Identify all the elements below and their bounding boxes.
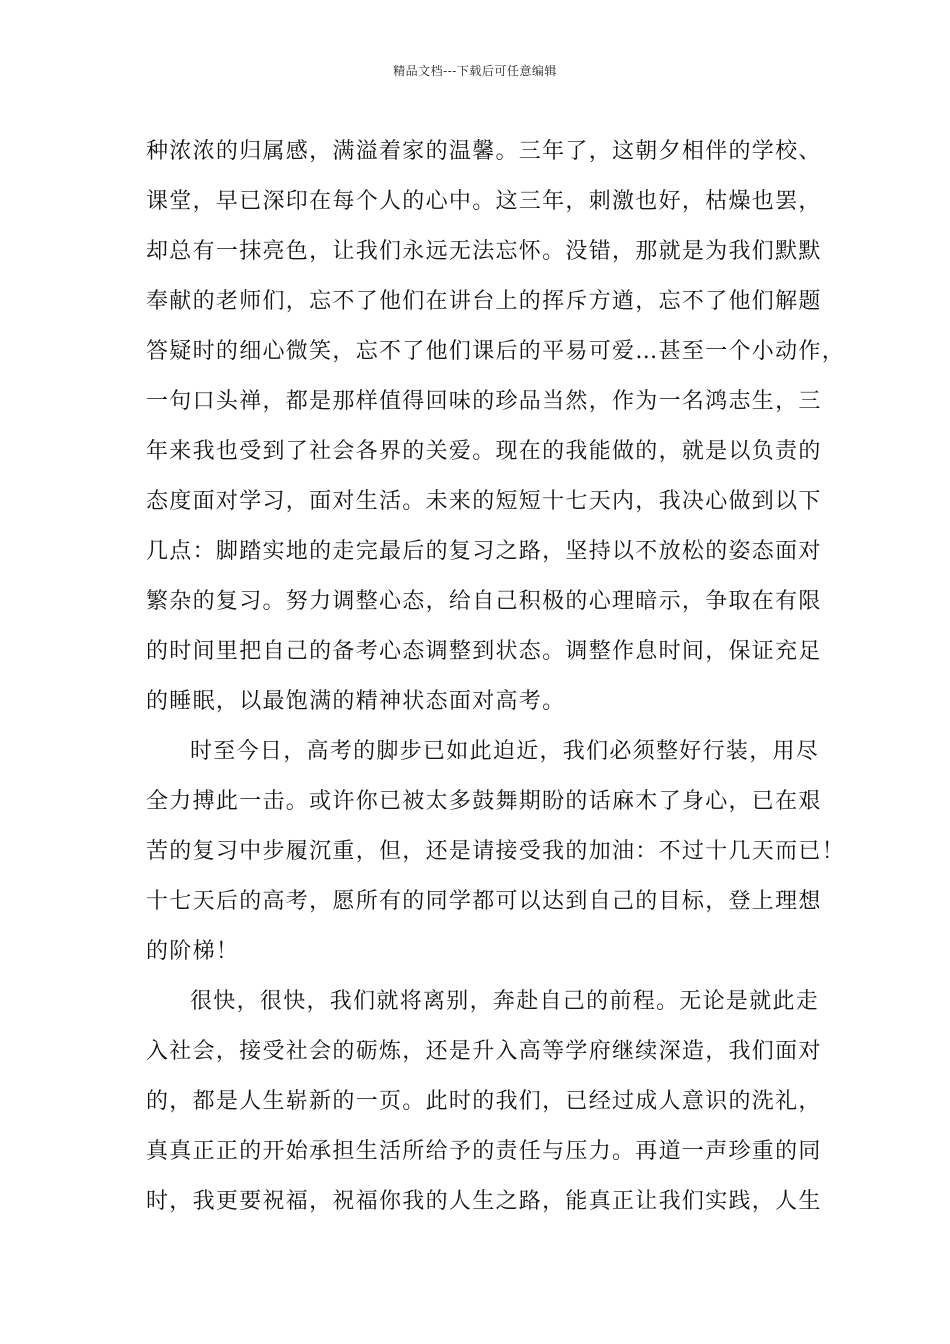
- paragraph-3: [146, 980, 826, 1230]
- text-line: 很快，很快，我们就将离别，奔赴自己的前程。无论是就此走: [190, 989, 820, 1014]
- text-line: 时，我更要祝福，祝福你我的人生之路，能真正让我们实践，人生: [146, 1189, 822, 1214]
- paragraph-1: [146, 130, 846, 730]
- text-line: 繁杂的复习。努力调整心态，给自己积极的心理暗示，争取在有限: [146, 589, 822, 614]
- text-line: 的，都是人生崭新的一页。此时的我们，已经过成人意识的洗礼，: [146, 1089, 822, 1114]
- text-line: 的时间里把自己的备考心态调整到状态。调整作息时间，保证充足: [146, 639, 822, 664]
- text-line: 种浓浓的归属感，满溢着家的温馨。三年了，这朝夕相伴的学校、: [146, 139, 822, 164]
- text-line: 苦的复习中步履沉重，但，还是请接受我的加油：不过十几天而已！: [146, 839, 846, 864]
- text-line: 却总有一抹亮色，让我们永远无法忘怀。没错，那就是为我们默默: [146, 239, 822, 264]
- text-line: 态度面对学习，面对生活。未来的短短十七天内，我决心做到以下: [146, 489, 822, 514]
- text-line: 一句口头禅，都是那样值得回味的珍品当然，作为一名鸿志生，三: [146, 389, 822, 414]
- paragraph-2: [146, 730, 846, 980]
- text-line: 课堂，早已深印在每个人的心中。这三年，刺激也好，枯燥也罢，: [146, 189, 822, 214]
- text-line: 的睡眠，以最饱满的精神状态面对高考。: [146, 689, 566, 714]
- text-line: 答疑时的细心微笑，忘不了他们课后的平易可爱…甚至一个小动作，: [146, 339, 846, 364]
- text-line: 奉献的老师们，忘不了他们在讲台上的挥斥方遒，忘不了他们解题: [146, 289, 822, 314]
- text-line: 入社会，接受社会的砺炼，还是升入高等学府继续深造，我们面对: [146, 1039, 822, 1064]
- text-line: 十七天后的高考，愿所有的同学都可以达到自己的目标，登上理想: [146, 889, 822, 914]
- text-line: 真真正正的开始承担生活所给予的责任与压力。再道一声珍重的同: [146, 1139, 822, 1164]
- text-line: 的阶梯！: [146, 939, 240, 964]
- text-line: 全力搏此一击。或许你已被太多鼓舞期盼的话麻木了身心，已在艰: [146, 789, 822, 814]
- text-line: 时至今日，高考的脚步已如此迫近，我们必须整好行装，用尽: [190, 739, 820, 764]
- text-line: 年来我也受到了社会各界的关爱。现在的我能做的，就是以负责的: [146, 439, 822, 464]
- document-body: [146, 130, 846, 1230]
- text-line: 几点：脚踏实地的走完最后的复习之路，坚持以不放松的姿态面对: [146, 539, 822, 564]
- page-header: 精品文档---下载后可任意编辑: [393, 64, 557, 78]
